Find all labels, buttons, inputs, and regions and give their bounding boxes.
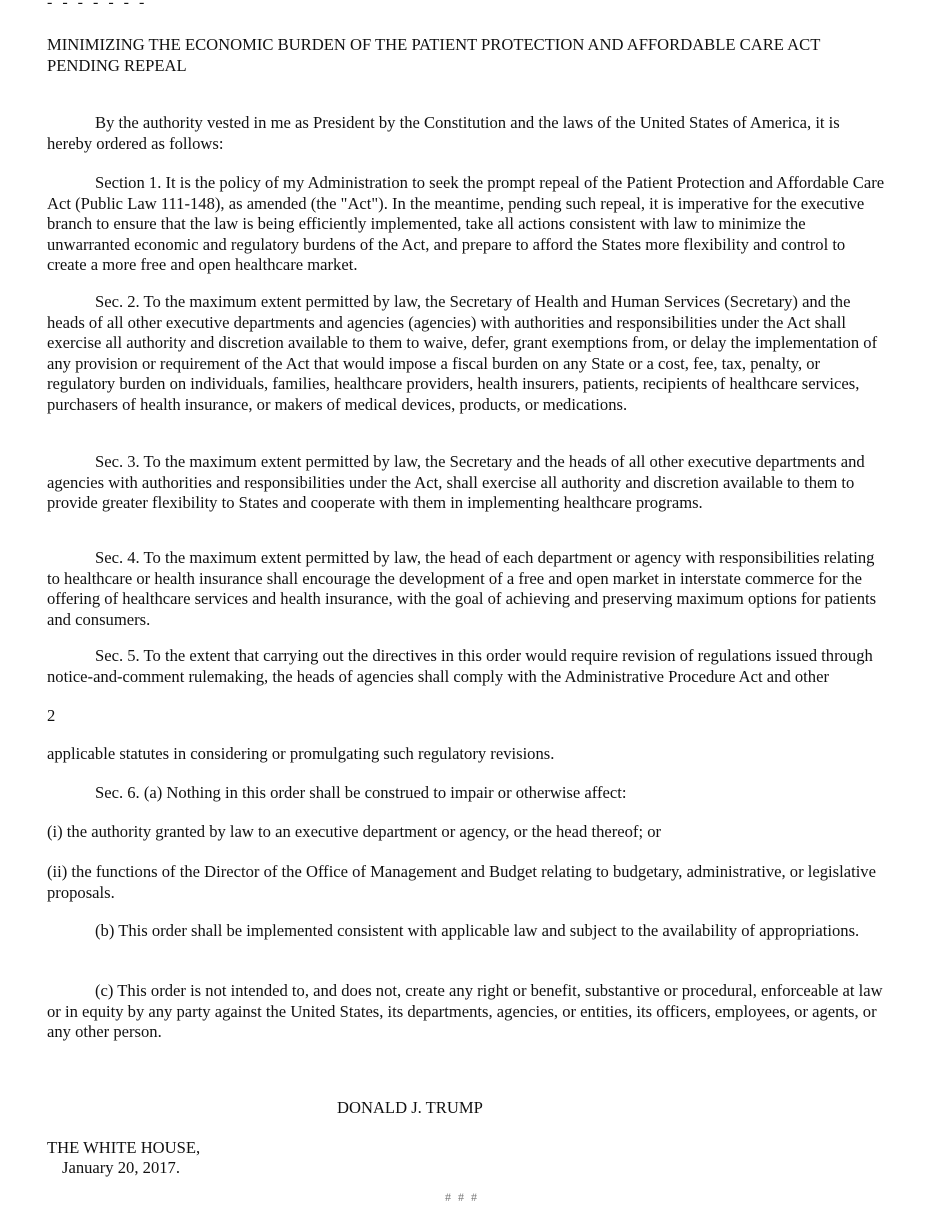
section-6b-paragraph: (b) This order shall be implemented consistent with applicable law and subject to the availability of appropriations. (95, 921, 860, 940)
section-3-paragraph: Sec. 3. To the maximum extent permitted by law, the Secretary and the heads of all other executive departments and agencies with authorities and responsibilities under the Act, shall exercise all authority and discretion available to them to provide greater flexibility to States and cooperate with them in implementing healthcare programs. (47, 452, 865, 512)
section-6a-paragraph: Sec. 6. (a) Nothing in this order shall be construed to impair or otherwise affect: (95, 783, 627, 802)
page-number: 2 (47, 706, 56, 725)
signature-name: DONALD J. TRUMP (337, 1098, 483, 1117)
section-5-paragraph: Sec. 5. To the extent that carrying out the directives in this order would require revision of regulations issued through notice-and-comment rulemaking, the heads of agencies shall comply with the Administrative Procedure Act and other (47, 646, 873, 686)
date-line: January 20, 2017. (62, 1158, 180, 1177)
top-rule: - - - - - - - (47, 0, 148, 11)
section-6c-paragraph: (c) This order is not intended to, and does not, create any right or benefit, substantive or procedural, enforceable at law or in equity by any party against the United States, its departments, agencies, or entities, its officers, employees, or agents, or any other person. (47, 981, 883, 1041)
document-title: MINIMIZING THE ECONOMIC BURDEN OF THE PATIENT PROTECTION AND AFFORDABLE CARE ACT PENDING REPEAL (47, 35, 821, 75)
section-4-paragraph: Sec. 4. To the maximum extent permitted by law, the head of each department or agency with responsibilities relating to healthcare or health insurance shall encourage the development of a free and open market in interstate commerce for the offering of healthcare services and health insurance, with the goal of achieving and preserving maximum options for patients and consumers. (47, 548, 877, 629)
section-1-paragraph: Section 1. It is the policy of my Administration to seek the prompt repeal of the Patient Protection and Affordable Care Act (Public Law 111-148), as amended (the "Act"). In the meantime, pending such repeal, it is imperative for the executive branch to ensure that the law is being efficiently implemented, take all actions consistent with law to minimize the unwarranted economic and regulatory burdens of the Act, and prepare to afford the States more flexibility and control to create a more free and open healthcare market. (47, 173, 885, 274)
section-2-paragraph: Sec. 2. To the maximum extent permitted by law, the Secretary of Health and Human Services (Secretary) and the heads of all other executive departments and agencies (agencies) with authorities and responsibilities under the Act shall exercise all authority and discretion available to them to waive, defer, grant exemptions from, or delay the implementation of any provision or requirement of the Act that would impose a fiscal burden on any State or a cost, fee, tax, penalty, or regulatory burden on individuals, families, healthcare providers, health insurers, patients, recipients of healthcare services, purchasers of health insurance, or makers of medical devices, products, or medications. (47, 292, 878, 414)
section-5-continuation: applicable statutes in considering or promulgating such regulatory revisions. (47, 744, 555, 763)
closing-mark: # # # (445, 1190, 479, 1204)
section-6a-ii-paragraph: (ii) the functions of the Director of the Office of Management and Budget relating to budgetary, administrative, or legislative proposals. (47, 862, 876, 902)
section-6a-i-paragraph: (i) the authority granted by law to an executive department or agency, or the head thereof; or (47, 822, 662, 841)
preamble-paragraph: By the authority vested in me as President by the Constitution and the laws of the United States of America, it is hereby ordered as follows: (47, 113, 840, 153)
issuer-line: THE WHITE HOUSE, (47, 1138, 201, 1157)
